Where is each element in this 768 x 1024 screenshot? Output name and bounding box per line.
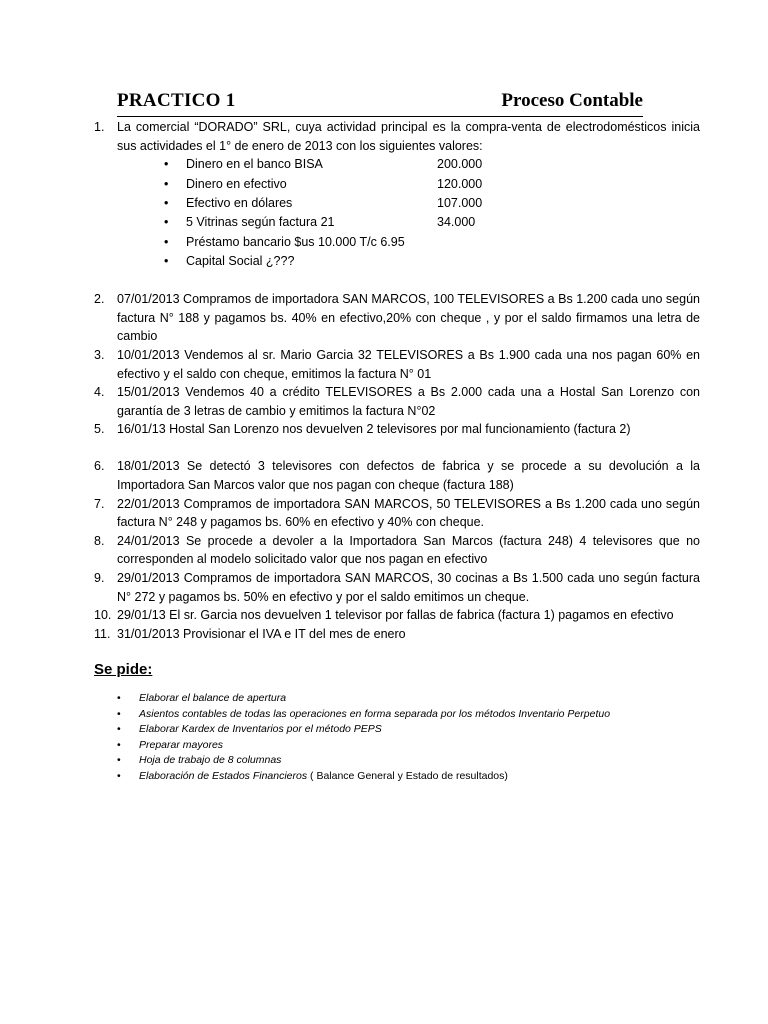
- item-number: 4.: [94, 385, 105, 400]
- bullet-icon: •: [164, 254, 169, 269]
- requirement-suffix: ( Balance General y Estado de resultados): [307, 769, 508, 782]
- spacer: [94, 439, 700, 458]
- opening-value-label: 5 Vitrinas según factura 21: [186, 215, 335, 230]
- opening-value-row: [117, 175, 700, 194]
- list-item: [94, 346, 700, 383]
- list-item: [94, 495, 700, 532]
- opening-value-amount: 200.000: [437, 157, 483, 172]
- requirement-text: Hoja de trabajo de 8 columnas: [139, 754, 282, 767]
- list-item: [94, 457, 700, 494]
- item-number: 8.: [94, 533, 105, 548]
- item-text: 22/01/2013 Compramos de importadora SAN MARCOS, 50 TELEVISORES a Bs 1.200 cada uno según factura N° 248 y pagamos bs. 60% en efectivo y 40% con cheque.: [117, 496, 700, 530]
- item-text: 24/01/2013 Se procede a devoler a la Importadora San Marcos (factura 248) 4 televisores que no corresponden al modelo solicitado valor que nos pagan en efectivo: [117, 533, 700, 567]
- opening-value-label: Dinero en el banco BISA: [186, 157, 323, 172]
- opening-value-row: [117, 252, 700, 271]
- item-text: 10/01/2013 Vendemos al sr. Mario Garcia 32 TELEVISORES a Bs 1.900 cada una nos pagan 60% en efectivo y el saldo con cheque, emitimos la factura N° 01: [117, 347, 700, 381]
- item-number: 10.: [94, 608, 112, 623]
- list-item: [94, 532, 700, 569]
- opening-value-amount: 120.000: [437, 176, 483, 191]
- opening-value-row: [117, 233, 700, 252]
- bullet-icon: •: [164, 195, 169, 210]
- bullet-icon: •: [164, 176, 169, 191]
- item-number: 9.: [94, 571, 105, 586]
- opening-value-amount: 107.000: [437, 195, 483, 210]
- subject-title: Proceso Contable: [501, 90, 643, 111]
- requirement-text: Preparar mayores: [139, 738, 224, 751]
- opening-value-label: Efectivo en dólares: [186, 195, 293, 210]
- bullet-icon: •: [164, 157, 169, 172]
- list-item: [94, 290, 700, 346]
- list-item: [94, 383, 700, 420]
- bullet-icon: •: [164, 234, 169, 249]
- bullet-icon: •: [117, 707, 121, 720]
- item-text: 29/01/2013 Compramos de importadora SAN MARCOS, 30 cocinas a Bs 1.500 cada uno según factura N° 272 y pagamos bs. 50% en efectivo y por el saldo emitimos un cheque.: [117, 571, 700, 604]
- list-item: [94, 606, 700, 625]
- item-number: 3.: [94, 347, 105, 362]
- opening-value-label: Dinero en efectivo: [186, 176, 287, 191]
- item-number: 11.: [94, 626, 111, 641]
- requirement-text: Elaborar el balance de apertura: [139, 692, 287, 704]
- practice-title: PRACTICO 1: [117, 90, 236, 111]
- item-number: 2.: [94, 292, 105, 307]
- list-item: [94, 420, 700, 439]
- list-item: [94, 625, 700, 644]
- bullet-icon: •: [117, 769, 121, 782]
- opening-value-label: Préstamo bancario $us 10.000 T/c 6.95: [186, 234, 405, 249]
- item-text: 07/01/2013 Compramos de importadora SAN MARCOS, 100 TELEVISORES a Bs 1.200 cada uno según factura N° 188 y pagamos bs. 40% en efectivo,20% con cheque , y por el saldo firmamos una letra de cambio: [117, 292, 700, 344]
- item-text: 18/01/2013 Se detectó 3 televisores con defectos de fabrica y se procede a su devolución a la Importadora San Marcos valor que nos pagan con cheque (factura 188): [117, 459, 700, 493]
- item-number: 6.: [94, 459, 105, 474]
- opening-value-row: [117, 213, 700, 232]
- requirement-text: Elaboración de Estados Financieros: [139, 769, 308, 782]
- item-number: 7.: [94, 496, 105, 511]
- opening-values-list: [117, 155, 700, 271]
- opening-value-label: Capital Social ¿???: [186, 254, 295, 269]
- opening-value-row: [117, 155, 700, 174]
- requirement-text: Asientos contables de todas las operaciones en forma separada por los métodos Inventario Perpetuo: [139, 707, 611, 720]
- item-number: 1.: [94, 120, 105, 134]
- item-text: 29/01/13 El sr. Garcia nos devuelven 1 televisor por fallas de fabrica (factura 1) pagamos en efectivo: [117, 608, 674, 623]
- bullet-icon: •: [117, 754, 121, 767]
- item-text: 16/01/13 Hostal San Lorenzo nos devuelven 2 televisores por mal funcionamiento (factura 2): [117, 422, 631, 437]
- item-number: 5.: [94, 422, 105, 437]
- opening-value-row: [117, 194, 700, 213]
- list-item: [94, 569, 700, 606]
- bullet-icon: •: [117, 723, 121, 736]
- bullet-icon: •: [117, 692, 121, 704]
- item-text: 31/01/2013 Provisionar el IVA e IT del mes de enero: [117, 626, 406, 641]
- list-item: [94, 118, 700, 272]
- exercise-list: [94, 118, 700, 643]
- requirement-text: Elaborar Kardex de Inventarios por el método PEPS: [139, 723, 382, 736]
- opening-value-amount: 34.000: [437, 215, 476, 230]
- spacer: [94, 272, 700, 291]
- bullet-icon: •: [164, 215, 169, 230]
- title-row: [117, 90, 643, 117]
- requirements-heading: Se pide:: [94, 661, 153, 678]
- item-text: La comercial “DORADO” SRL, cuya actividad principal es la compra-venta de electrodomésticos inicia sus actividades el 1° de enero de 2013 con los siguientes valores:: [117, 120, 700, 153]
- bullet-icon: •: [117, 738, 121, 751]
- item-text: 15/01/2013 Vendemos 40 a crédito TELEVISORES a Bs 2.000 cada una a Hostal San Lorenzo con garantía de 3 letras de cambio y emitimos la factura N°02: [117, 385, 700, 418]
